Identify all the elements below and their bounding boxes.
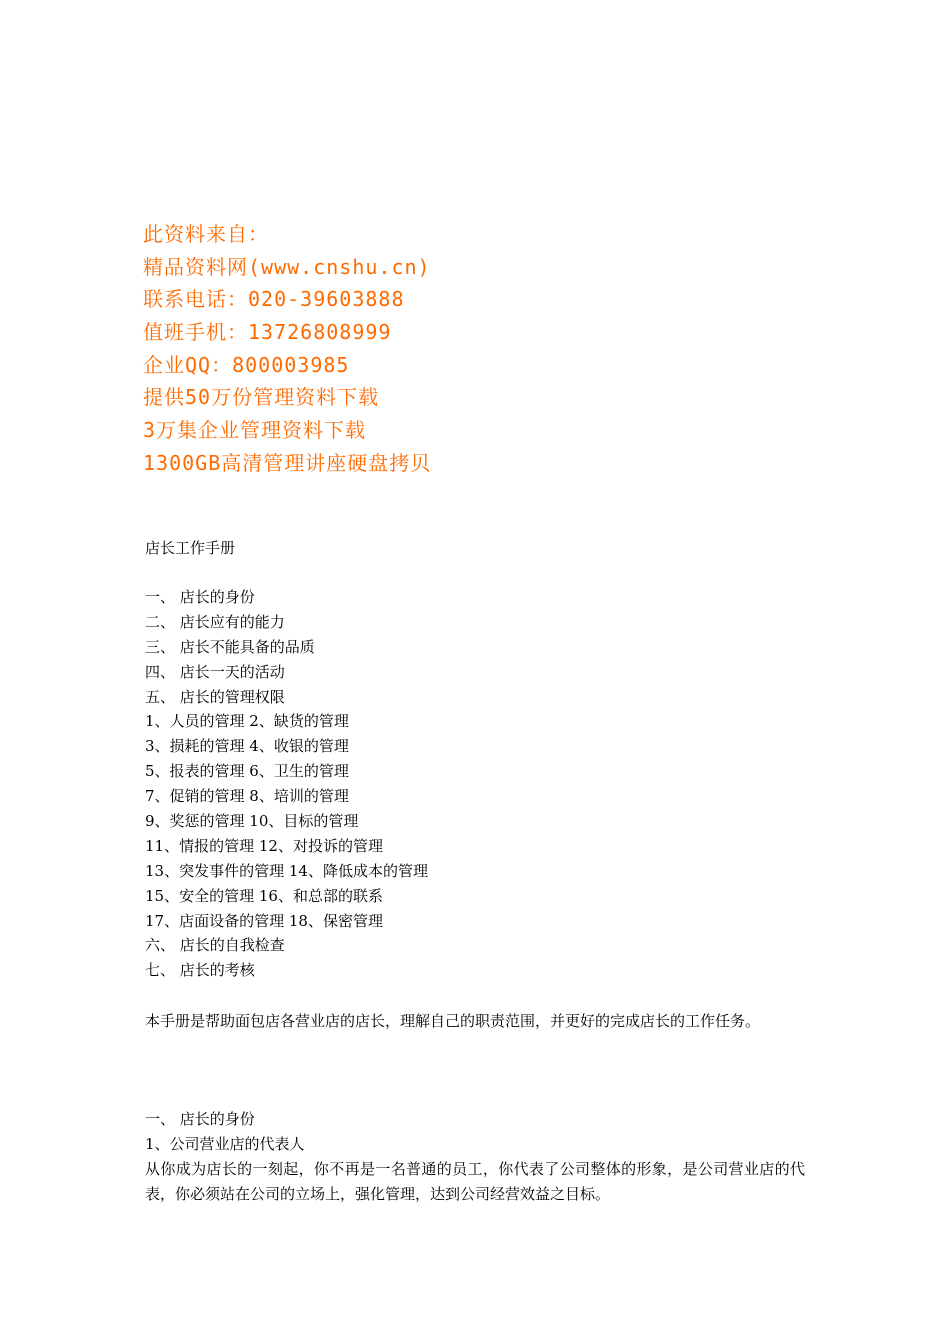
section-subheading: 1、公司营业店的代表人 — [145, 1134, 305, 1153]
toc-item: 15、安全的管理 16、和总部的联系 — [145, 886, 383, 905]
toc-item: 四、 店长一天的活动 — [145, 662, 285, 681]
toc-item: 11、情报的管理 12、对投诉的管理 — [145, 836, 383, 855]
table-of-contents — [145, 585, 805, 983]
section-paragraph: 从你成为店长的一刻起，你不再是一名普通的员工，你代表了公司整体的形象，是公司营业店的代表，你必须站在公司的立场上，强化管理，达到公司经营效益之目标。 — [145, 1159, 805, 1203]
toc-item: 17、店面设备的管理 18、保密管理 — [145, 911, 383, 930]
source-label: 此资料来自： — [143, 222, 269, 246]
duty-mobile: 值班手机：13726808999 — [143, 320, 392, 345]
intro-paragraph: 本手册是帮助面包店各营业店的店长，理解自己的职责范围，并更好的完成店长的工作任务。 — [145, 1012, 761, 1030]
promo-line-downloads: 提供50万份管理资料下载 — [143, 385, 380, 410]
toc-item: 三、 店长不能具备的品质 — [145, 637, 315, 656]
toc-item: 13、突发事件的管理 14、降低成本的管理 — [145, 861, 428, 880]
toc-item: 7、促销的管理 8、培训的管理 — [145, 787, 349, 806]
toc-item: 9、奖惩的管理 10、目标的管理 — [145, 812, 359, 831]
toc-item: 七、 店长的考核 — [145, 961, 255, 980]
promo-line-lectures: 1300GB高清管理讲座硬盘拷贝 — [143, 450, 432, 475]
toc-item: 3、损耗的管理 4、收银的管理 — [145, 737, 349, 756]
section-heading: 一、 店长的身份 — [145, 1110, 255, 1128]
contact-phone: 联系电话：020-39603888 — [143, 287, 405, 312]
toc-item: 一、 店长的身份 — [145, 588, 255, 606]
source-website: 精品资料网(www.cnshu.cn) — [143, 254, 431, 279]
toc-item: 1、人员的管理 2、缺货的管理 — [145, 712, 349, 731]
promo-line-collections: 3万集企业管理资料下载 — [143, 418, 367, 443]
toc-item: 5、报表的管理 6、卫生的管理 — [145, 762, 349, 781]
toc-item: 二、 店长应有的能力 — [145, 612, 285, 631]
section-identity — [145, 1107, 805, 1207]
enterprise-qq: 企业QQ：800003985 — [143, 352, 350, 377]
toc-item: 五、 店长的管理权限 — [145, 687, 285, 706]
document-title: 店长工作手册 — [145, 539, 236, 557]
toc-item: 六、 店长的自我检查 — [145, 936, 285, 955]
source-info-block — [143, 218, 843, 480]
